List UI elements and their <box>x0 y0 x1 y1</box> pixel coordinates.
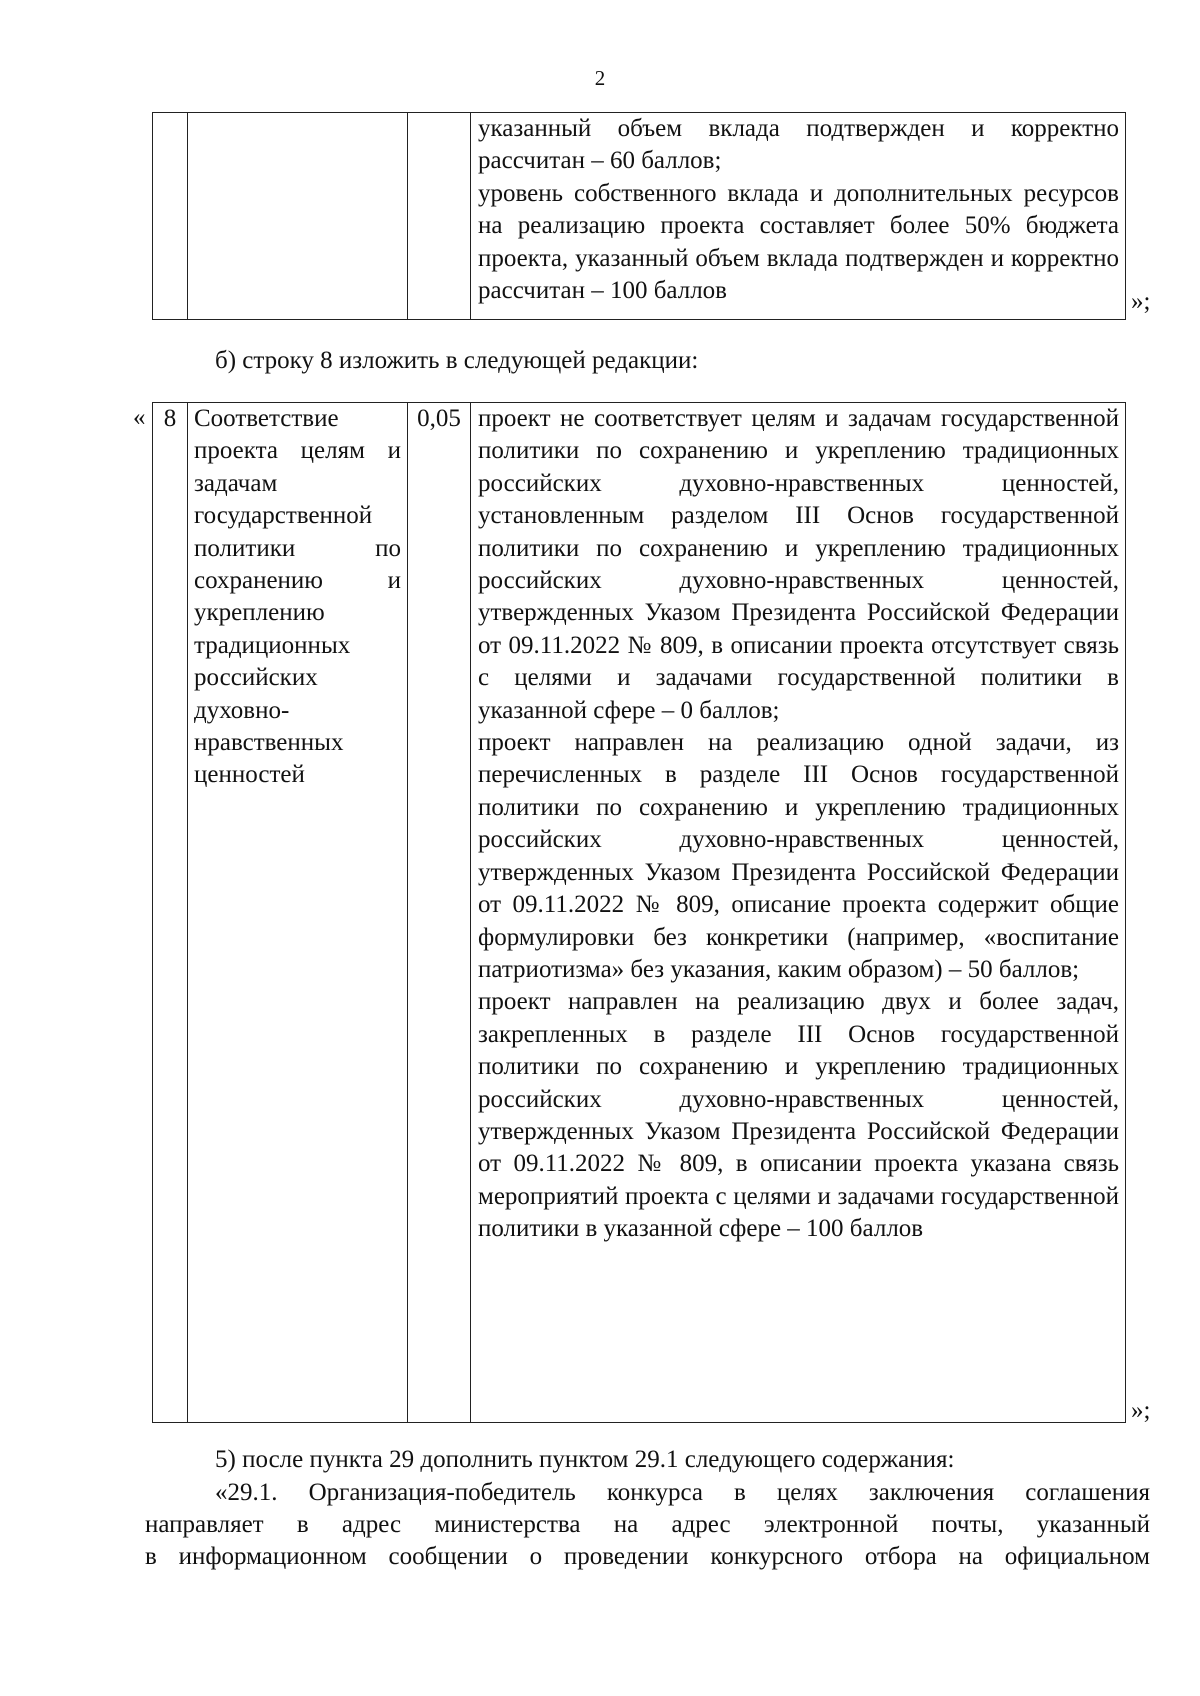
weight-value: 0,05 <box>408 403 471 1423</box>
cell-scoring-text <box>471 113 1126 320</box>
page-number: 2 <box>594 66 606 90</box>
scoring-paragraph: уровень собственного вклада и дополнительных ресурсов на реализацию проекта составляет более 50% бюджета проекта, указанный объем вклада подтвержден и корректно рассчитан – 100 баллов <box>478 179 1119 305</box>
scoring-paragraph: проект не соответствует целям и задачам государственной политики по сохранению и укреплению традиционных российских духовно-нравственных ценностей, установленным разделом III Основ государственной политики по сохранению и укреплению традиционных российских духовно-нравственных ценностей, утвержденных Указом Президента Российской Федерации от 09.11.2022 № 809, в описании проекта отсутствует связь с целями и задачами государственной политики в указанной сфере – 0 баллов; <box>478 405 1119 724</box>
scoring-paragraph: проект направлен на реализацию двух и более задач, закрепленных в разделе III Основ государственной политики по сохранению и укреплению традиционных российских духовно-нравственных ценностей, утвержденных Указом Президента Российской Федерации от 09.11.2022 № 809, в описании проекта указана связь мероприятий проекта с целями и задачами государственной политики в указанной сфере – 100 баллов <box>478 988 1119 1243</box>
scoring-text <box>471 403 1126 1423</box>
cell-number-empty <box>153 113 188 320</box>
scoring-paragraph: указанный объем вклада подтвержден и корректно рассчитан – 60 баллов; <box>478 115 1119 175</box>
table-top-fragment <box>152 112 1126 320</box>
cell-criterion-empty <box>188 113 408 320</box>
criterion-text: Соответствие проекта целям и задачам государственной политики по сохранению и укреплению традиционных российских духовно-нравственных ценностей <box>188 403 408 1423</box>
cell-weight-empty <box>408 113 471 320</box>
item-5: 5) после пункта 29 дополнить пунктом 29.1 следующего содержания: <box>215 1446 955 1473</box>
item-29-1-line-2: направляет в адрес министерства на адрес электронной почты, указанный <box>145 1511 1150 1538</box>
item-29-1-line-3: в информационном сообщении о проведении конкурсного отбора на официальном <box>145 1543 1150 1570</box>
closing-quote: »; <box>1131 1397 1151 1424</box>
opening-quote: « <box>133 404 146 431</box>
row-number: 8 <box>153 403 188 1423</box>
scoring-paragraph: проект направлен на реализацию одной задачи, из перечисленных в разделе III Основ государственной политики по сохранению и укреплению традиционных российских духовно-нравственных ценностей, утвержденных Указом Президента Российской Федерации от 09.11.2022 № 809, описание проекта содержит общие формулировки без конкретики (например, «воспитание патриотизма» без указания, каким образом) – 50 баллов; <box>478 729 1119 983</box>
closing-quote: »; <box>1131 288 1151 315</box>
instruction-b: б) строку 8 изложить в следующей редакции: <box>215 347 699 374</box>
item-29-1-line-1: «29.1. Организация-победитель конкурса в целях заключения соглашения <box>215 1479 1150 1506</box>
table-row-8 <box>152 402 1126 1423</box>
